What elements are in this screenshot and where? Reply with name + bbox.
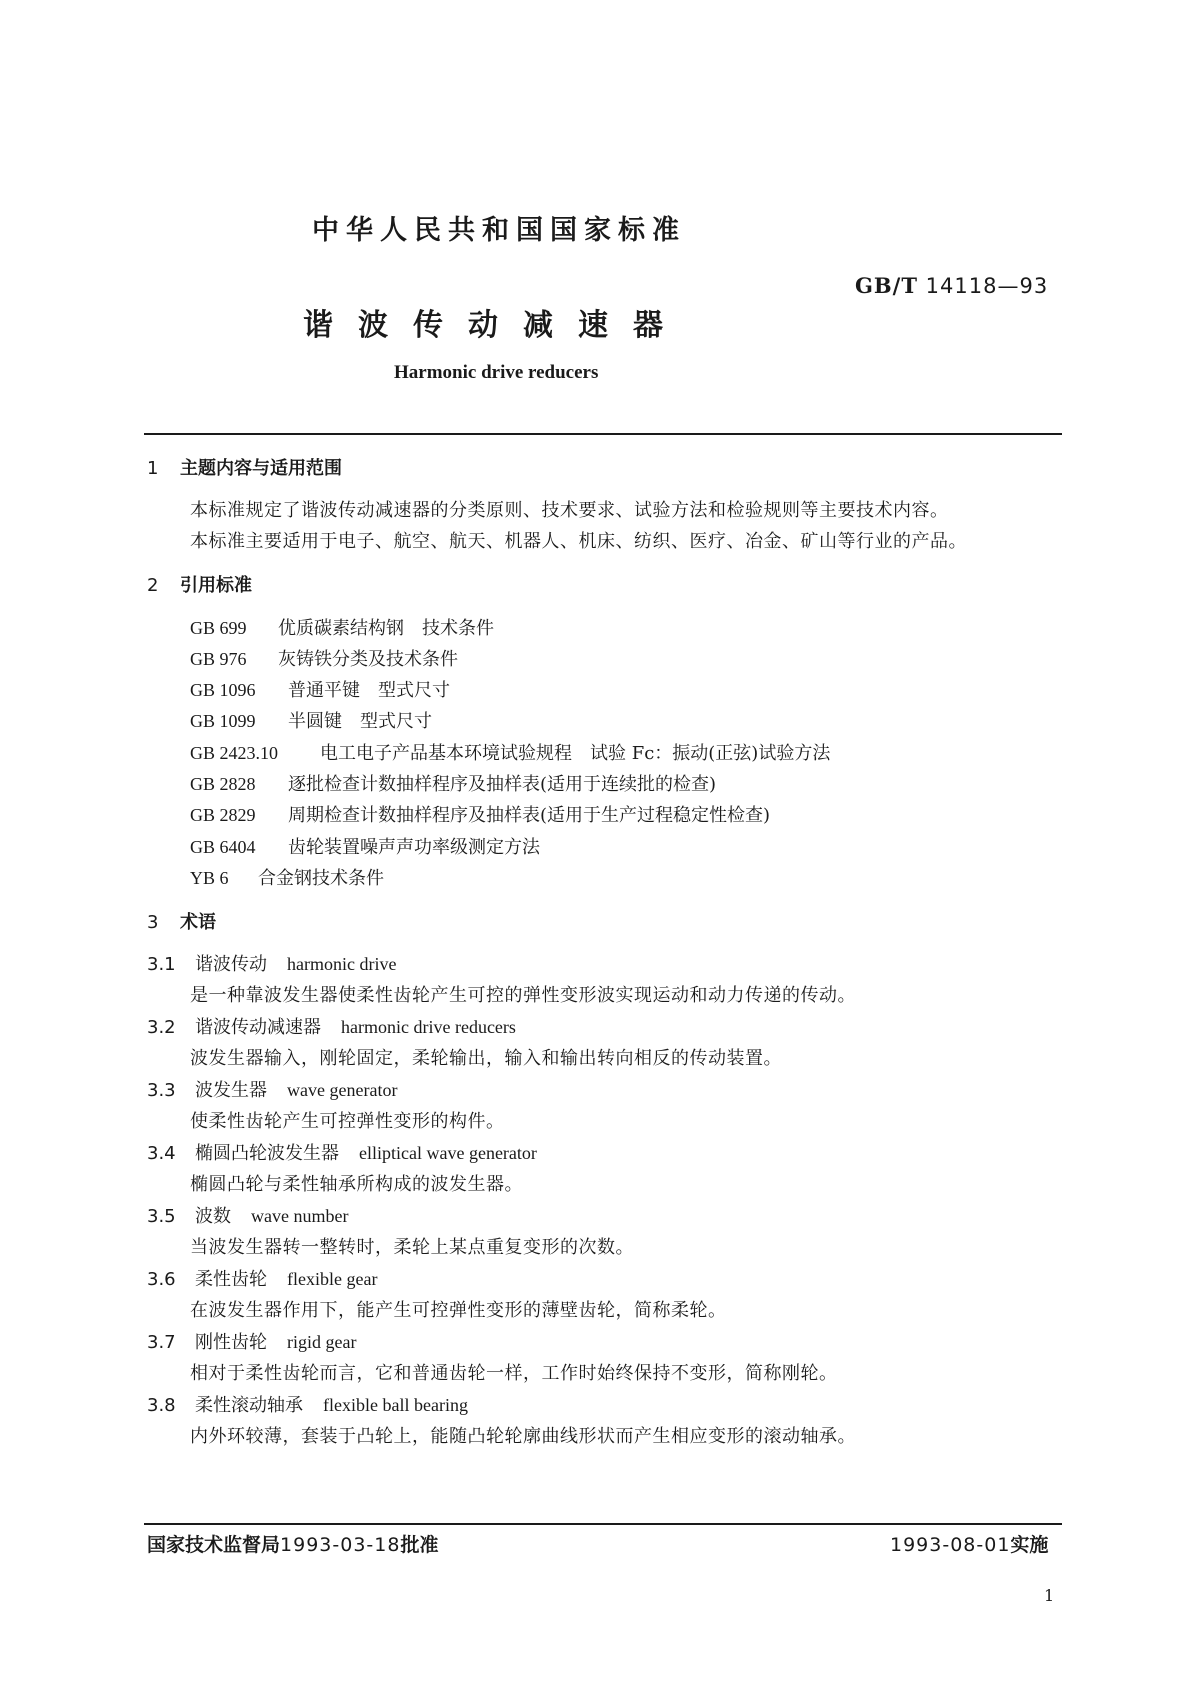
approval-line: [147, 1530, 438, 1557]
reference-title: 齿轮装置噪声声功率级测定方法: [288, 837, 540, 858]
reference-item: [190, 645, 458, 671]
term-zh: 柔性齿轮: [195, 1269, 267, 1290]
term-number: 3.6: [147, 1269, 176, 1290]
section-1-para-1: 本标准规定了谐波传动减速器的分类原则、技术要求、试验方法和检验规则等主要技术内容。: [190, 500, 949, 521]
section-2-heading: [147, 571, 252, 597]
section-number: 3: [147, 912, 159, 933]
section-1-para-2: 本标准主要适用于电子、航空、航天、机器人、机床、纺织、医疗、冶金、矿山等行业的产品。: [190, 531, 967, 552]
term-zh: 椭圆凸轮波发生器: [195, 1143, 339, 1164]
section-title: 引用标准: [180, 575, 252, 596]
term-en: elliptical wave generator: [359, 1143, 537, 1163]
term-heading: [147, 1202, 348, 1228]
reference-code: GB 699: [190, 618, 247, 638]
reference-item: [190, 770, 716, 796]
term-zh: 谐波传动: [195, 954, 267, 975]
term-heading: [147, 1139, 537, 1165]
footer-rule: [144, 1523, 1062, 1525]
term-definition: 是一种靠波发生器使柔性齿轮产生可控的弹性变形波实现运动和动力传递的传动。: [190, 985, 856, 1006]
term-en: wave generator: [287, 1080, 398, 1100]
term-number: 3.3: [147, 1080, 176, 1101]
standard-code: [855, 273, 1048, 298]
section-title: 主题内容与适用范围: [180, 458, 342, 479]
term-en: harmonic drive reducers: [341, 1017, 516, 1037]
section-3-heading: [147, 908, 216, 934]
reference-title: 半圆键 型式尺寸: [288, 711, 432, 732]
term-heading: [147, 1265, 377, 1291]
reference-title: 合金钢技术条件: [258, 868, 384, 889]
term-definition: 相对于柔性齿轮而言，它和普通齿轮一样，工作时始终保持不变形，简称刚轮。: [190, 1363, 838, 1384]
reference-item: [190, 739, 830, 765]
reference-title: 普通平键 型式尺寸: [288, 680, 450, 701]
approval-date: 1993-03-18: [280, 1534, 401, 1556]
term-en: wave number: [251, 1206, 349, 1226]
header-rule: [144, 433, 1062, 435]
document-title: 谐波传动减速器: [303, 308, 688, 343]
term-definition: 使柔性齿轮产生可控弹性变形的构件。: [190, 1111, 505, 1132]
reference-item: [190, 864, 384, 890]
term-zh: 柔性滚动轴承: [195, 1395, 303, 1416]
term-number: 3.4: [147, 1143, 176, 1164]
section-number: 2: [147, 575, 159, 596]
term-heading: [147, 1391, 468, 1417]
country-title: 中华人民共和国国家标准: [312, 215, 686, 246]
reference-code: GB 2829: [190, 805, 256, 825]
term-number: 3.2: [147, 1017, 176, 1038]
reference-title: 优质碳素结构钢 技术条件: [278, 618, 494, 639]
reference-code: YB 6: [190, 868, 229, 888]
approval-org: 国家技术监督局: [147, 1534, 281, 1556]
reference-code: GB 976: [190, 649, 247, 669]
term-heading: [147, 1328, 356, 1354]
term-definition: 波发生器输入，刚轮固定，柔轮输出，输入和输出转向相反的传动装置。: [190, 1048, 782, 1069]
section-number: 1: [147, 458, 159, 479]
term-number: 3.8: [147, 1395, 176, 1416]
term-zh: 谐波传动减速器: [195, 1017, 321, 1038]
implementation-word: 实施: [1010, 1534, 1049, 1556]
standard-number: 14118—93: [925, 274, 1049, 298]
term-heading: [147, 1076, 397, 1102]
document-title-en: Harmonic drive reducers: [394, 362, 599, 383]
reference-item: [190, 801, 770, 827]
section-title: 术语: [180, 912, 216, 933]
reference-title: 逐批检查计数抽样程序及抽样表(适用于连续批的检查): [288, 774, 717, 795]
term-number: 3.1: [147, 954, 176, 975]
term-number: 3.7: [147, 1332, 176, 1353]
page-number: 1: [1044, 1586, 1055, 1605]
implementation-date: 1993-08-01: [890, 1534, 1011, 1556]
reference-title: 电工电子产品基本环境试验规程 试验 Fc：振动(正弦)试验方法: [320, 743, 831, 764]
term-definition: 内外环较薄，套装于凸轮上，能随凸轮轮廓曲线形状而产生相应变形的滚动轴承。: [190, 1426, 856, 1447]
term-zh: 刚性齿轮: [195, 1332, 267, 1353]
term-en: harmonic drive: [287, 954, 397, 974]
reference-code: GB 2828: [190, 774, 256, 794]
term-heading: [147, 1013, 516, 1039]
reference-item: [190, 676, 450, 702]
term-definition: 当波发生器转一整转时，柔轮上某点重复变形的次数。: [190, 1237, 634, 1258]
term-zh: 波发生器: [195, 1080, 267, 1101]
reference-item: [190, 614, 494, 640]
term-zh: 波数: [195, 1206, 231, 1227]
reference-title: 周期检查计数抽样程序及抽样表(适用于生产过程稳定性检查): [288, 805, 771, 826]
reference-item: [190, 833, 540, 859]
reference-code: GB 2423.10: [190, 743, 279, 763]
term-number: 3.5: [147, 1206, 176, 1227]
reference-item: [190, 707, 432, 733]
term-definition: 在波发生器作用下，能产生可控弹性变形的薄壁齿轮，简称柔轮。: [190, 1300, 727, 1321]
reference-code: GB 1096: [190, 680, 256, 700]
standard-prefix: GB/T: [855, 273, 918, 298]
term-en: flexible ball bearing: [323, 1395, 468, 1415]
reference-code: GB 6404: [190, 837, 256, 857]
section-1-heading: [147, 454, 342, 480]
term-heading: [147, 950, 396, 976]
reference-title: 灰铸铁分类及技术条件: [278, 649, 458, 670]
implementation-line: [890, 1530, 1048, 1557]
approval-word: 批准: [400, 1534, 439, 1556]
term-definition: 椭圆凸轮与柔性轴承所构成的波发生器。: [190, 1174, 523, 1195]
reference-code: GB 1099: [190, 711, 256, 731]
term-en: rigid gear: [287, 1332, 357, 1352]
term-en: flexible gear: [287, 1269, 378, 1289]
